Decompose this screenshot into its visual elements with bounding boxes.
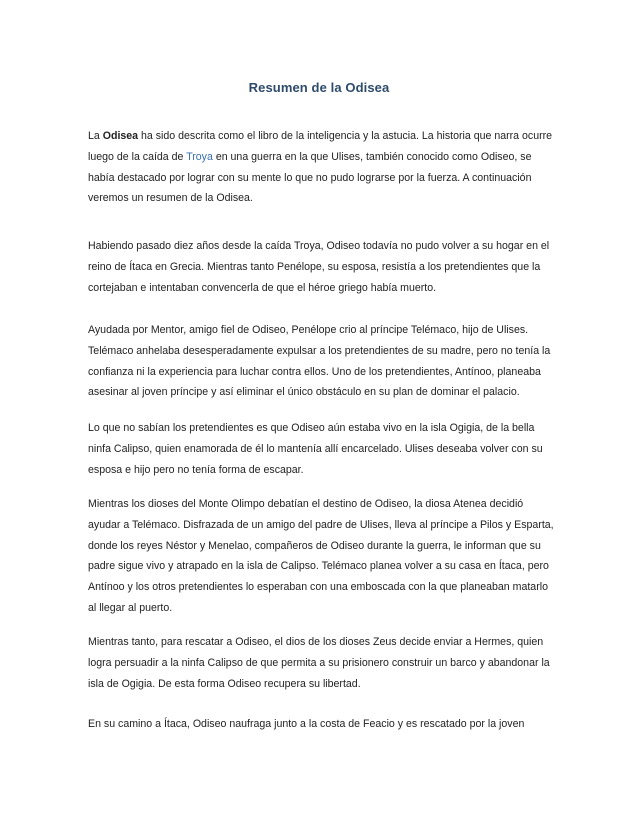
- paragraph-3: [88, 320, 554, 403]
- text-run: ha sido descrita como el libro de la inteligencia y la astucia. La historia que narra ocurre: [138, 130, 553, 142]
- text-line: [88, 126, 554, 147]
- text-line: Mientras tanto, para rescatar a Odiseo, el dios de los dioses Zeus decide enviar a Hermes, quien: [88, 636, 544, 648]
- text-line: Telémaco anhelaba desesperadamente expulsar a los pretendientes de su madre, pero no tenía la: [88, 344, 551, 357]
- text-line: Antínoo y los otros pretendientes lo esperaban con una emboscada con la que planeaban matarlo: [88, 581, 548, 594]
- text-line: había destacado por lograr con su mente lo que no pudo lograrse por la fuerza. A continuación: [88, 171, 532, 184]
- text-line: donde los reyes Néstor y Menelao, compañeros de Odiseo durante la guerra, le informan que su: [88, 539, 541, 552]
- text-line: ayudar a Telémaco. Disfrazada de un amigo del padre de Ulises, lleva al príncipe a Pilos y Esparta,: [88, 518, 554, 531]
- text-line: ninfa Calipso, quien enamorada de él lo mantenía allí encarcelado. Ulises deseaba volver con su: [88, 442, 543, 455]
- text-line: confianza ni la experiencia para luchar contra ellos. Uno de los pretendientes, Antínoo, planeaba: [88, 365, 541, 378]
- text-run: luego de la caída de: [88, 150, 187, 163]
- text-line: [88, 147, 554, 168]
- text-line: logra persuadir a la ninfa Calipso de que permita a su prisionero construir un barco y abandonar la: [88, 656, 550, 669]
- paragraph-4: [88, 418, 554, 480]
- troya-link[interactable]: Troya: [186, 150, 213, 163]
- text-line: esposa e hijo pero no tenía forma de escapar.: [88, 463, 304, 476]
- text-line: Ayudada por Mentor, amigo fiel de Odiseo, Penélope crio al príncipe Telémaco, hijo de Ulises.: [88, 324, 529, 336]
- text-line: Habiendo pasado diez años desde la caída Troya, Odiseo todavía no pudo volver a su hogar en el: [88, 240, 550, 252]
- paragraph-6: [88, 632, 554, 694]
- text-line: cortejaban e intentaban convencerla de que el héroe griego había muerto.: [88, 281, 437, 294]
- paragraph-5: [88, 494, 554, 619]
- text-line: Mientras los dioses del Monte Olimpo debatían el destino de Odiseo, la diosa Atenea decidió: [88, 498, 524, 510]
- document-title: Resumen de la Odisea: [248, 80, 390, 95]
- paragraph-7: [88, 714, 554, 735]
- bold-term-odisea: Odisea: [102, 130, 139, 142]
- text-line: veremos un resumen de la Odisea.: [88, 192, 253, 205]
- paragraph-2: [88, 236, 554, 298]
- text-line: En su camino a Ítaca, Odiseo naufraga junto a la costa de Feacio y es rescatado por la joven: [88, 718, 525, 730]
- text-line: Lo que no sabían los pretendientes es que Odiseo aún estaba vivo en la isla Ogigia, de la bella: [88, 422, 535, 434]
- text-line: reino de Ítaca en Grecia. Mientras tanto Penélope, su esposa, resistía a los pretendientes que la: [88, 260, 541, 273]
- text-line: al llegar al puerto.: [88, 601, 173, 614]
- text-line: isla de Ogigia. De esta forma Odiseo recupera su libertad.: [88, 677, 361, 690]
- text-line: asesinar al joven príncipe y así eliminar el único obstáculo en su plan de dominar el palacio.: [88, 386, 520, 399]
- text-line: padre sigue vivo y atrapado en la isla de Calipso. Telémaco planea volver a su casa en Ítaca, pero: [88, 560, 549, 573]
- paragraph-1: [88, 126, 554, 209]
- text-run: en una guerra en la que Ulises, también conocido como Odiseo, se: [212, 150, 532, 163]
- text-run: La: [88, 130, 103, 142]
